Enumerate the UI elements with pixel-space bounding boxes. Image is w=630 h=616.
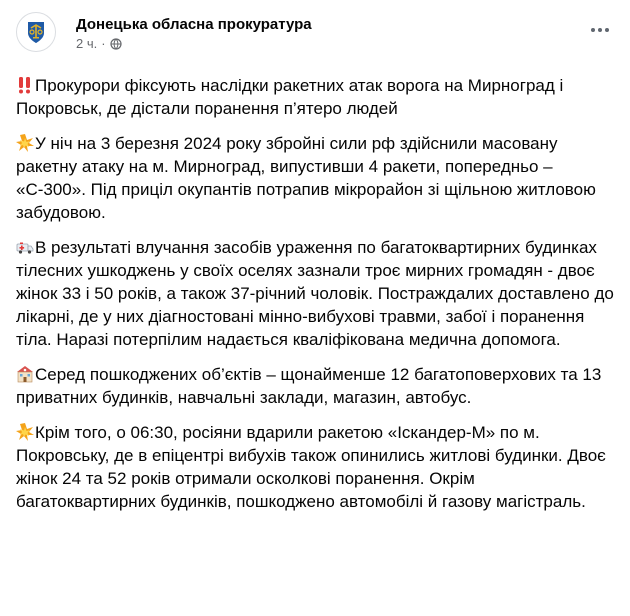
post-paragraph-3: [16, 236, 614, 351]
post-paragraph-4: [16, 363, 614, 409]
post-paragraph-2: [16, 132, 614, 224]
post-body: [16, 74, 614, 525]
collision-icon: [16, 423, 34, 441]
page-name-link[interactable]: Донецька обласна прокуратура: [76, 16, 312, 33]
paragraph-text: Прокурори фіксують наслідки ракетних атак ворога на Мирноград і Покровськ, де дістали поранення п’ятеро людей: [16, 76, 564, 118]
post-header: [16, 12, 614, 60]
post-meta: [76, 36, 122, 51]
post-paragraph-1: [16, 74, 614, 120]
double-exclamation-icon: [16, 76, 34, 94]
page-avatar[interactable]: [16, 12, 56, 52]
school-building-icon: [16, 365, 34, 383]
paragraph-text: Серед пошкоджених об’єктів – щонайменше 12 багатоповерхових та 13 приватних будинків, навчальні заклади, магазин, автобус.: [16, 365, 602, 407]
collision-icon: [16, 134, 34, 152]
post-timestamp[interactable]: 2 ч.: [76, 36, 98, 51]
ambulance-icon: [16, 238, 34, 256]
more-horizontal-icon: [590, 27, 610, 33]
more-options-button[interactable]: [586, 20, 614, 40]
paragraph-text: У ніч на 3 березня 2024 року збройні сили рф здійснили масовану ракетну атаку на м. Мирноград, випустивши 4 ракети, попередньо – «С-300». Під приціл окупантів потрапив мікрорайон зі щільною житловою забудовою.: [16, 134, 596, 222]
prosecutor-emblem-icon: [21, 17, 51, 47]
post-paragraph-5: [16, 421, 614, 513]
globe-icon: [110, 38, 122, 50]
paragraph-text: В результаті влучання засобів ураження по багатоквартирних будинках тілесних ушкоджень у своїх оселях зазнали троє мирних громадян - двоє жінок 33 і 50 років, а також 37-річний чоловік. Постраждалих доставлено до лікарні, де у них діагностовані мінно-вибухові травми, забої і поранення тіла. Наразі потерпілим надається кваліфікована медична допомога.: [16, 238, 614, 349]
meta-separator: ·: [101, 36, 106, 51]
paragraph-text: Крім того, о 06:30, росіяни вдарили ракетою «Іскандер-М» по м. Покровську, де в епіцентрі вибухів також опинились житлові будинки. Двоє жінок 24 та 52 років отримали осколкові поранення. Окрім багатоквартирних будинків, пошкоджено автомобілі й газову магістраль.: [16, 423, 606, 511]
